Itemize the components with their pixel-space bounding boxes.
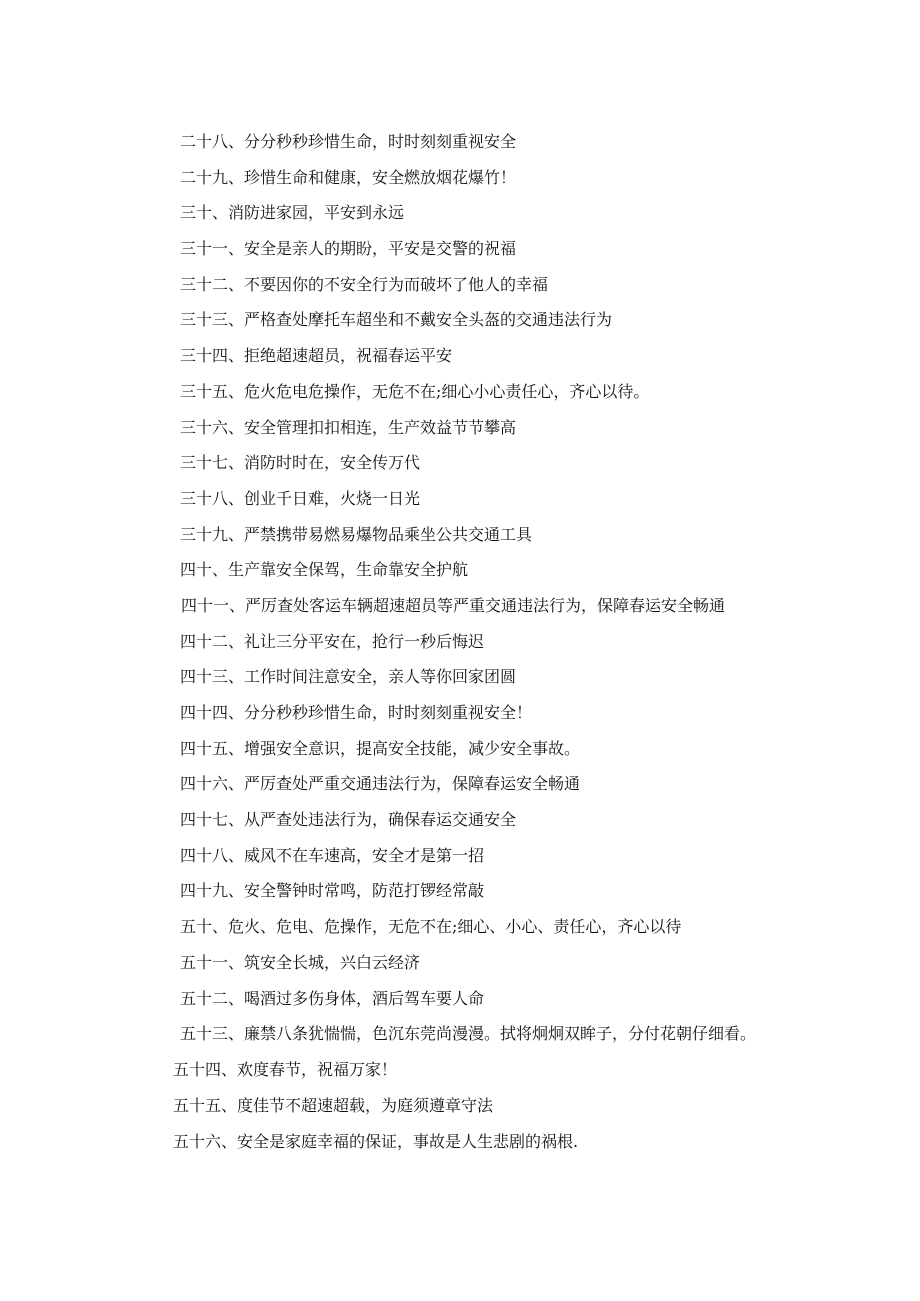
slogan-line: 四十三、工作时间注意安全，亲人等你回家团圆 (180, 667, 517, 687)
slogan-line: 三十、消防进家园，平安到永远 (180, 203, 405, 223)
slogan-line: 四十八、威风不在车速高，安全才是第一招 (180, 845, 485, 865)
slogan-line: 四十、生产靠安全保驾，生命靠安全护航 (180, 560, 469, 580)
slogan-line: 三十四、拒绝超速超员，祝福春运平安 (180, 346, 453, 366)
slogan-wrapped-paragraph: 五十三、廉禁八条犹惴惴，色沉东莞尚漫漫。拭将炯炯双眸子，分付花朝仔细看。 (180, 1024, 757, 1044)
slogan-line: 三十八、创业千日难，火烧一日光 (180, 488, 421, 508)
slogan-line: 四十六、严厉查处严重交通违法行为，保障春运安全畅通 (180, 774, 581, 794)
slogan-line: 四十一、严厉查处客运车辆超速超员等严重交通违法行为，保障春运安全畅通 (181, 595, 726, 615)
slogan-line: 三十三、严格查处摩托车超坐和不戴安全头盔的交通违法行为 (180, 310, 613, 330)
slogan-line: 五十五、度佳节不超速超载，为庭须遵章守法 (173, 1095, 494, 1115)
slogan-line: 三十七、消防时时在，安全传万代 (180, 453, 421, 473)
slogan-line: 三十九、严禁携带易燃易爆物品乘坐公共交通工具 (180, 524, 533, 544)
slogan-line: 三十一、安全是亲人的期盼，平安是交警的祝福 (180, 239, 517, 259)
slogan-line: 五十一、筑安全长城，兴白云经济 (180, 952, 421, 972)
slogan-line: 四十二、礼让三分平安在，抢行一秒后悔迟 (180, 631, 485, 651)
slogan-line: 五十、危火、危电、危操作，无危不在;细心、小心、责任心，齐心以待 (180, 917, 682, 937)
slogan-line: 二十八、分分秒秒珍惜生命，时时刻刻重视安全 (180, 132, 517, 151)
slogan-line: 五十二、喝酒过多伤身体，酒后驾车要人命 (180, 988, 485, 1008)
slogan-line: 二十九、珍惜生命和健康，安全燃放烟花爆竹！ (180, 167, 517, 187)
slogan-line: 三十六、安全管理扣扣相连，生产效益节节攀高 (180, 417, 517, 437)
slogan-line: 四十七、从严查处违法行为，确保春运交通安全 (180, 810, 517, 830)
slogan-list (145, 124, 775, 1159)
slogan-line: 四十九、安全警钟时常鸣，防范打锣经常敲 (180, 881, 485, 901)
slogan-line: 三十二、不要因你的不安全行为而破坏了他人的幸福 (180, 274, 549, 294)
slogan-line: 三十五、危火危电危操作，无危不在;细心小心责任心，齐心以待。 (180, 381, 650, 401)
slogan-line: 四十四、分分秒秒珍惜生命，时时刻刻重视安全！ (180, 703, 533, 722)
slogan-line: 五十四、欢度春节，祝福万家！ (173, 1060, 398, 1080)
slogan-line: 五十六、安全是家庭幸福的保证，事故是人生悲剧的祸根. (173, 1131, 579, 1151)
slogan-line: 四十五、增强安全意识，提高安全技能，减少安全事故。 (180, 738, 581, 758)
